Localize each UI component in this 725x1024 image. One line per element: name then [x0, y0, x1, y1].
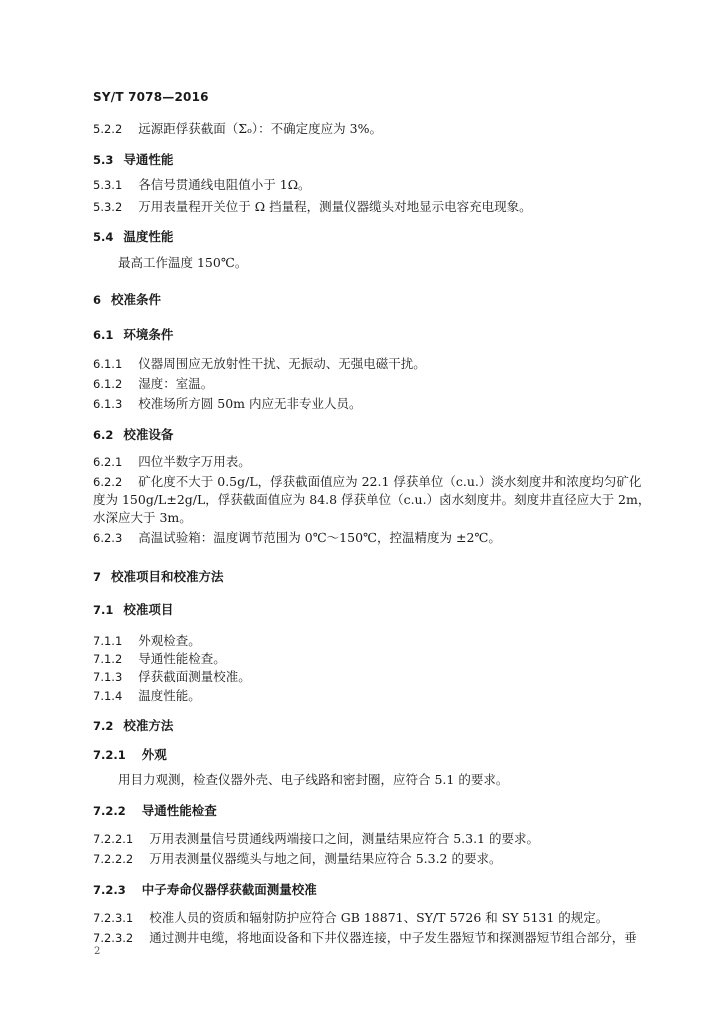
clause-number: 5.4 — [93, 230, 114, 244]
paragraph-line — [93, 199, 532, 215]
clause-text: 外观 — [141, 747, 167, 762]
clause-text: 校准场所方圆 50m 内应无非专业人员。 — [138, 396, 362, 411]
section-heading — [93, 292, 161, 308]
clause-number: 7.2.2.1 — [93, 832, 134, 846]
paragraph-line — [93, 492, 650, 508]
section-heading — [93, 327, 173, 343]
clause-number: 6.1.1 — [93, 357, 123, 371]
clause-text: 万用表量程开关位于 Ω 挡量程，测量仪器缆头对地显示电容充电现象。 — [138, 199, 532, 214]
clause-text: 万用表测量信号贯通线两端接口之间，测量结果应符合 5.3.1 的要求。 — [149, 831, 539, 846]
section-heading — [93, 427, 173, 443]
paragraph-line — [93, 669, 251, 685]
clause-number: 7.1.2 — [93, 652, 123, 666]
clause-number: 5.3.2 — [93, 200, 123, 214]
clause-number: 7.2.3.1 — [93, 911, 134, 925]
paragraph-line — [93, 177, 311, 193]
paragraph-line — [93, 510, 192, 526]
clause-text: 中子寿命仪器俘获截面测量校准 — [141, 882, 317, 897]
paragraph-line — [93, 851, 502, 867]
section-heading — [93, 152, 173, 168]
clause-number: 5.3.1 — [93, 178, 123, 192]
paragraph-line — [118, 772, 508, 788]
paragraph-line — [93, 651, 226, 667]
section-heading — [93, 718, 173, 734]
standard-number: SY/T 7078—2016 — [93, 90, 209, 104]
clause-number: 6.1.3 — [93, 397, 123, 411]
clause-text: 校准人员的资质和辐射防护应符合 GB 18871、SY/T 5726 和 SY 5131 的规定。 — [149, 910, 609, 925]
clause-number: 6.2.2 — [93, 475, 123, 489]
clause-text: 校准项目和校准方法 — [111, 569, 224, 584]
paragraph-line — [93, 474, 641, 490]
clause-number: 7.1.4 — [93, 689, 123, 703]
clause-number: 7.1 — [93, 603, 114, 617]
clause-text: 各信号贯通线电阻值小于 1Ω。 — [138, 177, 311, 192]
clause-text: 高温试验箱：温度调节范围为 0℃～150℃，控温精度为 ±2℃。 — [138, 530, 501, 545]
clause-text: 矿化度不大于 0.5g/L，俘获截面值应为 22.1 俘获单位（c.u.）淡水刻度井和浓度均匀矿化 — [138, 474, 642, 489]
clause-number: 7.2.1 — [93, 748, 126, 762]
paragraph-line — [118, 255, 247, 271]
clause-number: 7.2.2 — [93, 804, 126, 818]
paragraph-line — [93, 454, 251, 470]
clause-text: 温度性能 — [123, 229, 174, 244]
clause-number: 6.2.1 — [93, 455, 123, 469]
paragraph-line — [93, 530, 501, 546]
paragraph-line — [93, 633, 201, 649]
clause-number: 6.2 — [93, 428, 114, 442]
section-heading — [93, 602, 173, 618]
clause-number: 7.2.3 — [93, 883, 126, 897]
section-heading — [93, 747, 167, 763]
clause-text: 外观检查。 — [138, 633, 201, 648]
paragraph-line — [93, 376, 213, 392]
clause-number: 6.1.2 — [93, 377, 123, 391]
clause-number: 6 — [93, 293, 102, 307]
clause-text: 四位半数字万用表。 — [138, 454, 251, 469]
clause-text: 远源距俘获截面（Σₒ）：不确定度应为 3%。 — [138, 121, 382, 136]
paragraph-line — [93, 831, 539, 847]
clause-number: 7.2.2.2 — [93, 852, 134, 866]
clause-text: 湿度：室温。 — [138, 376, 214, 391]
clause-text: 校准方法 — [123, 718, 174, 733]
clause-text: 俘获截面测量校准。 — [138, 669, 251, 684]
clause-number: 7.1.3 — [93, 670, 123, 684]
clause-number: 7.2.3.2 — [93, 931, 134, 945]
section-heading — [93, 569, 224, 585]
section-heading — [93, 229, 173, 245]
clause-text: 水深应大于 3m。 — [93, 510, 192, 525]
clause-text: 用目力观测，检查仪器外壳、电子线路和密封圈，应符合 5.1 的要求。 — [118, 772, 509, 787]
clause-text: 通过测井电缆，将地面设备和下井仪器连接，中子发生器短节和探测器短节组合部分，垂 — [149, 930, 637, 945]
paragraph-line — [93, 930, 637, 946]
clause-text: 温度性能。 — [138, 688, 201, 703]
page-number: 2 — [94, 946, 101, 957]
paragraph-line — [93, 688, 201, 704]
clause-text: 导通性能 — [123, 152, 174, 167]
paragraph-line — [93, 356, 426, 372]
clause-text: 校准设备 — [123, 427, 174, 442]
clause-text: 度为 150g/L±2g/L，俘获截面值应为 84.8 俘获单位（c.u.）卤水刻度井。刻度井直径应大于 2m， — [93, 492, 651, 507]
clause-text: 万用表测量仪器缆头与地之间，测量结果应符合 5.3.2 的要求。 — [149, 851, 502, 866]
clause-number: 7.1.1 — [93, 634, 123, 648]
clause-text: 校准项目 — [123, 602, 174, 617]
clause-number: 7.2 — [93, 719, 114, 733]
clause-number: 5.3 — [93, 153, 114, 167]
clause-text: 校准条件 — [111, 292, 162, 307]
clause-text: 导通性能检查。 — [138, 651, 226, 666]
paragraph-line — [93, 910, 608, 926]
clause-text: 最高工作温度 150℃。 — [118, 255, 248, 270]
paragraph-line — [93, 396, 361, 412]
clause-text: 导通性能检查 — [141, 803, 217, 818]
section-heading — [93, 882, 317, 898]
section-heading — [93, 803, 217, 819]
clause-number: 6.2.3 — [93, 531, 123, 545]
clause-number: 7 — [93, 570, 102, 584]
clause-number: 5.2.2 — [93, 122, 123, 136]
clause-text: 环境条件 — [123, 327, 174, 342]
clause-number: 6.1 — [93, 328, 114, 342]
paragraph-line — [93, 121, 382, 137]
clause-text: 仪器周围应无放射性干扰、无振动、无强电磁干扰。 — [138, 356, 426, 371]
